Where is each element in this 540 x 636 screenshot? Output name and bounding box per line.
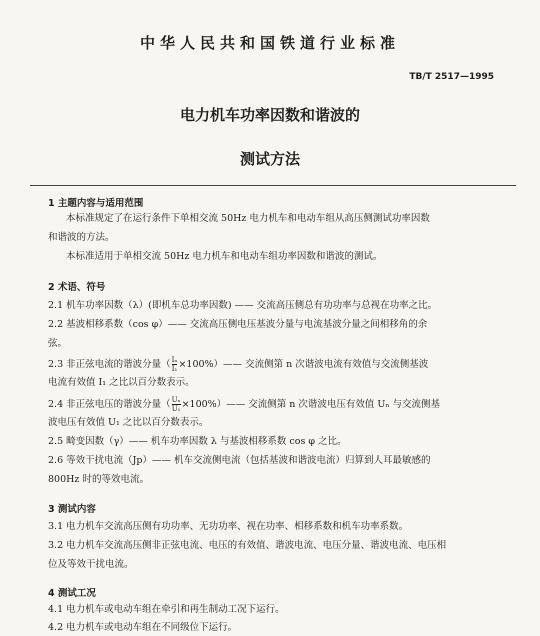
fraction-numerator: Uₙ [171,396,181,404]
section-1-heading: 1 主题内容与适用范围 [48,198,144,209]
item-2-4-fraction [172,396,181,413]
item-2-1-line1: 2.1 机车功率因数（λ）(即机车总功率因数) —— 交流高压侧总有功功率与总视在功率之比。 [48,300,438,311]
section-3-heading: 3 测试内容 [48,504,96,515]
item-2-5-line1: 2.5 畸变因数（γ）—— 机车功率因数 λ 与基波相移系数 cos φ 之比。 [48,436,347,447]
item-4-2-line1: 4.2 电力机车或电动车组在不同级位下运行。 [48,622,238,633]
fraction-denominator: I₁ [171,365,178,373]
header-divider [30,185,516,186]
item-2-4-text-before: 2.4 非正弦电压的谐波分量（ [48,399,171,410]
item-2-2-line1: 2.2 基波相移系数（cos φ）—— 交流高压侧电压基波分量与电流基波分量之间相移角的余 [48,319,428,330]
item-2-2-line2: 弦。 [48,338,68,349]
item-2-3-fraction [172,356,178,373]
section-4-heading: 4 测试工况 [48,588,96,599]
item-2-3-line1 [48,356,428,373]
section-1-paragraph-1-line1: 本标准规定了在运行条件下单相交流 50Hz 电力机车和电动车组从高压侧测试功率因数 [66,213,430,224]
item-2-3-line2: 电流有效值 I₁ 之比以百分数表示。 [48,377,195,388]
fraction-denominator: U₁ [171,405,181,413]
document-title-line2: 测试方法 [239,150,300,168]
item-3-2-line1: 3.2 电力机车交流高压侧非正弦电流、电压的有效值、谐波电流、电压分量、谐波电流、电压相 [48,540,447,551]
item-2-6-line2: 800Hz 时的等效电流。 [48,474,149,485]
item-3-2-line2: 位及等效干扰电流。 [48,559,134,570]
section-1-paragraph-1-line2: 和谐波的方法。 [48,232,115,243]
item-2-6-line1: 2.6 等效干扰电流（Jp）—— 机车交流侧电流（包括基波和谐波电流）归算到人耳最敏感的 [48,455,431,466]
item-3-1-line1: 3.1 电力机车交流高压侧有功功率、无功功率、视在功率、相移系数和机车功率系数。 [48,521,409,532]
section-1-paragraph-2: 本标准适用于单相交流 50Hz 电力机车和电动车组功率因数和谐波的测试。 [66,251,383,262]
standard-code: TB/T 2517—1995 [409,72,494,82]
item-4-1-line1: 4.1 电力机车或电动车组在牵引和再生制动工况下运行。 [48,604,285,615]
item-2-4-text-after: ×100%）—— 交流侧第 n 次谐波电压有效值 Uₙ 与交流侧基 [181,399,441,410]
item-2-4-line1 [48,396,440,413]
document-title-line1: 电力机车功率因数和谐波的 [179,106,360,124]
item-2-4-line2: 波电压有效值 U₁ 之比以百分数表示。 [48,417,209,428]
section-2-heading: 2 术语、符号 [48,282,106,293]
fraction-numerator: Iₙ [171,356,178,364]
item-2-3-text-before: 2.3 非正弦电流的谐波分量（ [48,359,171,370]
standard-title: 中华人民共和国铁道行业标准 [139,34,400,52]
item-2-3-text-after: ×100%）—— 交流侧第 n 次谐波电流有效值与交流侧基波 [178,359,429,370]
